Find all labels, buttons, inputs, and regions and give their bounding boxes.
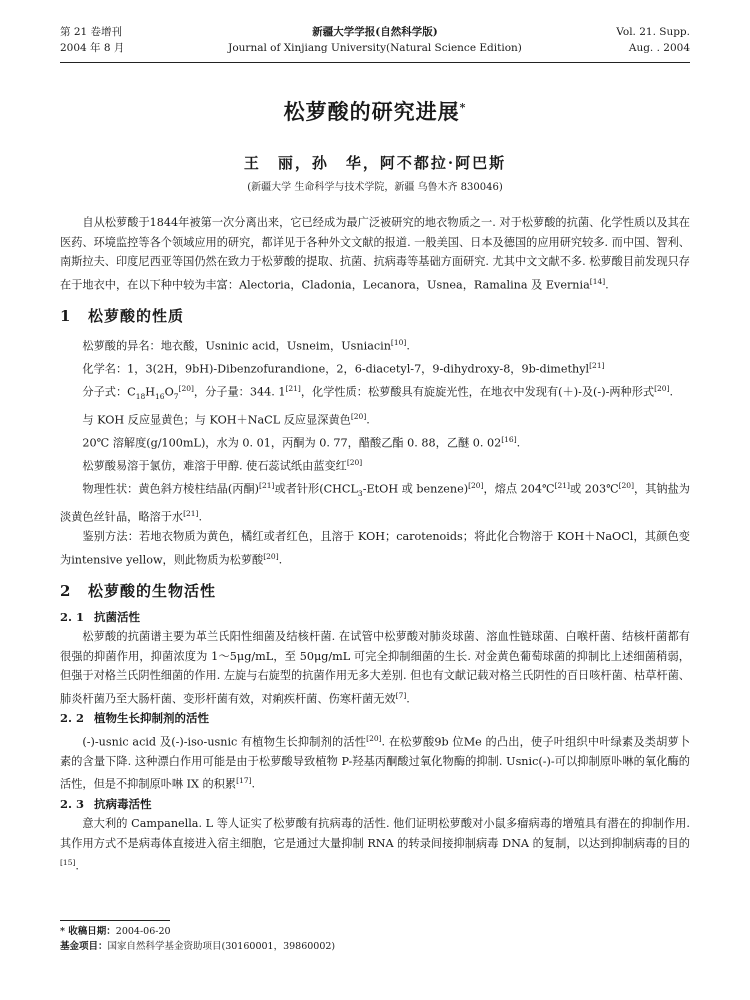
footnote-rule	[60, 920, 170, 921]
text: ，化学性质：松萝酸具有旋旋光性，在地衣中发现有(＋)-及(-)-两种形式	[300, 385, 655, 399]
subsection-heading-2-2	[60, 709, 690, 729]
header-rule	[60, 62, 690, 63]
subscript: 3	[357, 489, 363, 499]
paragraph-plant-growth: (-)-usnic acid 及(-)-iso-usnic 有植物生长抑制剂的活性[20]. 在松萝酸9b 位Me 的凸出，使子叶组织中叶绿素及类胡萝卜素的含量下降. 这种漂白作用可能是由于松萝酸导致植物 P-羟基丙酮酸过氧化物酶的抑制. Usnic(-)-可以抑制原卟啉的氧化酶的活性，但是不抑制原卟啉 IX 的积累[17].	[60, 733, 691, 792]
title-footnote-mark: *	[459, 101, 467, 114]
text: 或 203℃	[569, 483, 619, 497]
citation: [21]	[589, 360, 605, 370]
text: (-)-usnic acid 及(-)-iso-usnic 有植物生长抑制剂的活性	[82, 735, 367, 749]
text: H	[145, 385, 156, 399]
header-vol-supp: Vol. 21. Supp.	[616, 26, 690, 38]
text: 松萝酸的抗菌谱主要为革兰氏阳性细菌及结核杆菌. 在试管中松萝酸对肺炎球菌、溶血性链球菌、白喉杆菌、结核杆菌都有很强的抑菌作用，抑菌浓度为 1～5μg/mL，至 50μg/mL 可完全抑制细菌的生长. 对金黄色葡萄球菌的抑制比上述细菌稍弱，但强于对格兰氏阴性细菌的作用. 左旋与右旋型的抗菌作用无多大差别. 但也有文献记载对格兰氏阴性的百日咳杆菌、枯草杆菌、肺炎杆菌乃至大肠杆菌、变形杆菌有效，对痢疾杆菌、伤寒杆菌无效	[60, 630, 690, 706]
received-label: * 收稿日期：	[60, 926, 116, 937]
header-volume: 第 21 卷增刊	[60, 26, 123, 38]
section-number: 1	[60, 306, 72, 325]
citation: [20]	[654, 384, 670, 394]
intro-text: 自从松萝酸于1844年被第一次分离出来，它已经成为最广泛被研究的地衣物质之一. 对于松萝酸的抗菌、化学性质以及其在医药、环境监控等各个领域应用的研究，都详见于各种外文文献的报道. 一般美国、日本及德国的应用研究较多. 而中国、智利、南斯拉夫、印度尼西亚等国仍然在致力于松萝酸的提取、抗菌、抗病毒等基础方面研究. 尤其中文文献不多. 松萝酸目前发现只存在于地衣中，在以下种中较为丰富：Alectoria，Cladonia，Lecanora，Usnea，Ramalina 及 Evernia	[60, 216, 690, 292]
fund-label: 基金项目：	[60, 941, 108, 952]
citation: [20]	[468, 481, 484, 491]
authors: 王 丽，孙 华，阿不都拉·阿巴斯	[243, 154, 507, 172]
citation: [20]	[178, 384, 194, 394]
citation: [20]	[350, 411, 367, 421]
subsection-number: 2. 2	[60, 711, 85, 726]
text: 松萝酸的异名：地衣酸，Usninic acid，Usneim，Usniacin	[82, 339, 391, 353]
article-title	[0, 96, 750, 126]
subsection-number: 2. 1	[60, 609, 85, 624]
citation: [20]	[366, 733, 382, 743]
subsection-title: 植物生长抑制剂的活性	[94, 711, 209, 726]
text: 或者针形(CHCL	[274, 483, 358, 497]
paragraph-formula: 分子式：$C_{18}H_{16}O_7[20]$，分子量：344. 1[21]，化学性质：松萝酸具有旋旋光性，在地衣中发现有(＋)-及(-)-两种形式[20].	[82, 384, 674, 402]
subsection-title: 抗菌活性	[94, 609, 140, 624]
header-aug: Aug. . 2004	[628, 42, 690, 54]
footnote-fund	[60, 939, 690, 954]
header-date: 2004 年 8 月	[60, 42, 125, 54]
fund-value: 国家自然科学基金资助项目(30160001，39860002)	[107, 941, 336, 952]
article-title-text: 松萝酸的研究进展	[283, 99, 460, 124]
header-vol-en	[616, 24, 690, 56]
subsection-heading-2-1	[60, 608, 690, 628]
paragraph-synonyms: 松萝酸的异名：地衣酸，Usninic acid，Usneim，Usniacin[10].	[82, 337, 410, 353]
citation: [20]	[346, 458, 363, 468]
paragraph-antibacterial: 松萝酸的抗菌谱主要为革兰氏阳性细菌及结核杆菌. 在试管中松萝酸对肺炎球菌、溶血性链球菌、白喉杆菌、结核杆菌都有很强的抑菌作用，抑菌浓度为 1～5μg/mL，至 50μg/mL 可完全抑制细菌的生长. 对金黄色葡萄球菌的抑制比上述细菌稍弱，但强于对格兰氏阴性细菌的作用. 左旋与右旋型的抗菌作用无多大差别. 但也有文献记载对格兰氏阴性的百日咳杆菌、枯草杆菌、肺炎杆菌乃至大肠杆菌、变形杆菌有效，对痢疾杆菌、伤寒杆菌无效[7].	[60, 630, 690, 706]
subscript: 16	[155, 392, 165, 402]
citation: [21]	[183, 508, 199, 518]
citation: [20]	[618, 481, 635, 491]
citation: [15]	[60, 858, 76, 868]
text: ，其钠盐为淡黄色丝针晶，略溶于水	[60, 483, 690, 524]
text: 与 KOH 反应显黄色；与 KOH＋NaCL 反应显深黄色	[82, 413, 351, 427]
subsection-title: 抗病毒活性	[94, 796, 152, 811]
section-title: 松萝酸的性质	[88, 306, 185, 325]
text: 松萝酸易溶于氯仿，难溶于甲醇. 使石蕊试纸由蓝变红	[82, 459, 347, 473]
subscript: 7	[173, 392, 179, 402]
text: 鉴别方法：若地衣物质为黄色，橘红或者红色，且溶于 KOH；carotenoids；将此化合物溶于 KOH＋NaOCl，其颜色变为intensive yellow，则此物质为松萝酸	[60, 530, 690, 567]
text: 化学名：1，3(2H，9bH)-Dibenzofurandione，2，6-diacetyl-7，9-dihydroxy-8，9b-dimethyl	[82, 362, 590, 376]
footnote	[60, 924, 690, 954]
section-number: 2	[60, 581, 72, 600]
citation: [17]	[236, 776, 252, 786]
citation: [16]	[501, 434, 517, 444]
section-title: 松萝酸的生物活性	[88, 581, 217, 600]
citation: [21]	[285, 384, 301, 394]
citation: [20]	[263, 551, 279, 561]
section-heading-1	[60, 305, 690, 327]
subscript: 18	[135, 392, 146, 402]
text: 意大利的 Campanella. L 等人证实了松萝酸有抗病毒的活性. 他们证明松萝酸对小鼠多瘤病毒的增殖具有潜在的抑制作用. 其作用方式不是病毒体直接进入宿主细胞，它是通过大量抑制 RNA 的转录间接抑制病毒 DNA 的复制，以达到抑制病毒的目的	[60, 817, 690, 850]
paragraph-identification: 鉴别方法：若地衣物质为黄色，橘红或者红色，且溶于 KOH；carotenoids；将此化合物溶于 KOH＋NaOCl，其颜色变为intensive yellow，则此物质为松萝酸[20].	[60, 530, 690, 567]
header-journal-en: Journal of Xinjiang University(Natural Science Edition)	[228, 42, 522, 54]
intro-paragraph: 自从松萝酸于1844年被第一次分离出来，它已经成为最广泛被研究的地衣物质之一. 对于松萝酸的抗菌、化学性质以及其在医药、环境监控等各个领域应用的研究，都详见于各种外文文献的报道. 一般美国、日本及德国的应用研究较多. 而中国、智利、南斯拉夫、印度尼西亚等国仍然在致力于松萝酸的提取、抗菌、抗病毒等基础方面研究. 尤其中文文献不多. 松萝酸目前发现只存在于地衣中，在以下种中较为丰富：Alectoria，Cladonia，Lecanora，Usnea，Ramalina 及 Evernia[14].	[60, 216, 690, 292]
citation: [7]	[395, 690, 407, 700]
paragraph-koh: 与 KOH 反应显黄色；与 KOH＋NaCL 反应显深黄色[20].	[82, 411, 370, 427]
section-heading-2	[60, 580, 690, 602]
text: O	[164, 385, 174, 399]
text: 物理性状：黄色斜方棱柱结晶(丙酮)	[82, 483, 260, 497]
paragraph-chloroform	[60, 453, 690, 476]
subsection-number: 2. 3	[60, 796, 85, 811]
citation: [21]	[259, 481, 275, 491]
subsection-heading-2-3	[60, 795, 690, 815]
text: ，熔点 204℃	[483, 483, 555, 497]
paragraph-chemical-name	[60, 356, 690, 379]
text: -EtOH 或 benzene)	[362, 483, 469, 497]
citation: [21]	[554, 481, 570, 491]
running-header	[60, 24, 690, 60]
text: 分子式：C	[82, 385, 136, 399]
footnote-received	[60, 924, 690, 939]
paragraph-physical: 物理性状：黄色斜方棱柱结晶(丙酮)[21]或者针形($CHCL_3$-EtOH 或 benzene)[20]，熔点 204℃[21]或 203℃[20]，其钠盐为淡黄色丝针晶，略溶于水[21].	[60, 481, 690, 524]
text: ，分子量：344. 1	[193, 385, 286, 399]
article-body	[60, 213, 690, 876]
received-date: 2004-06-20	[115, 926, 171, 937]
header-journal-cn: 新疆大学学报(自然科学版)	[312, 26, 438, 38]
citation: [10]	[390, 337, 407, 347]
affiliation: (新疆大学 生命科学与技术学院，新疆 乌鲁木齐 830046)	[247, 182, 503, 193]
paragraph-solubility: 20℃ 溶解度(g/100mL)，水为 0. 01，丙酮为 0. 77，醋酸乙酯 0. 88，乙醚 0. 02[16].	[82, 434, 521, 450]
citation: [14]	[589, 276, 606, 286]
text: . 在松萝酸9b 位Me 的凸出，使子叶组织中叶绿素及类胡萝卜素的含量下降. 这种漂白作用可能是由于松萝酸导致植物 P-羟基丙酮酸过氧化物酶的抑制. Usnic(-)-可以抑制原卟啉的氧化酶的活性，但是不抑制原卟啉 IX 的积累	[60, 735, 691, 792]
paragraph-antiviral: 意大利的 Campanella. L 等人证实了松萝酸有抗病毒的活性. 他们证明松萝酸对小鼠多瘤病毒的增殖具有潜在的抑制作用. 其作用方式不是病毒体直接进入宿主细胞，它是通过大量抑制 RNA 的转录间接抑制病毒 DNA 的复制，以达到抑制病毒的目的[15].	[60, 817, 690, 873]
text: 20℃ 溶解度(g/100mL)，水为 0. 01，丙酮为 0. 77，醋酸乙酯 0. 88，乙醚 0. 02	[82, 436, 502, 450]
header-journal	[60, 24, 690, 56]
